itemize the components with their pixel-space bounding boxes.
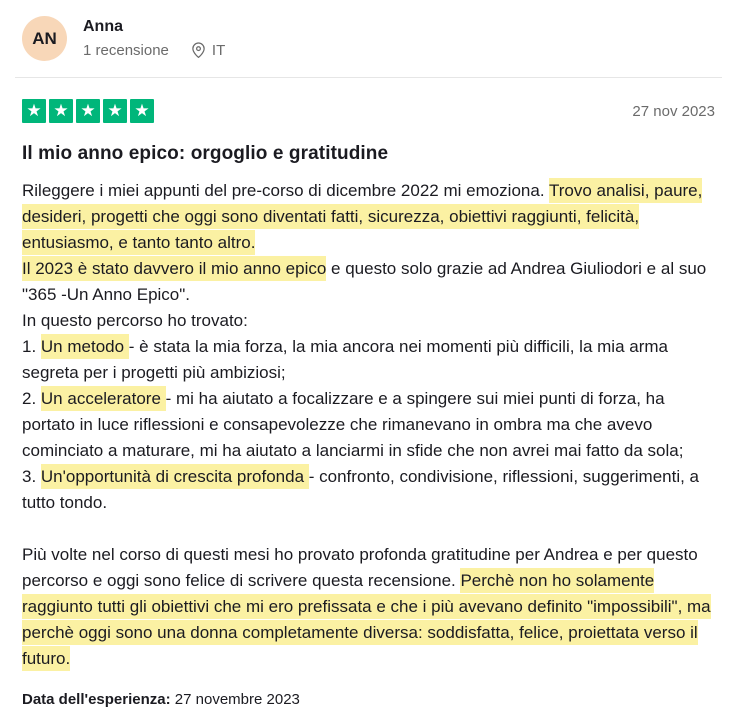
reviewer-review-count: 1 recensione [83, 42, 169, 59]
plain-text: In questo percorso ho trovato: [22, 311, 248, 330]
location-pin-icon [191, 42, 206, 59]
star-icon: ★ [130, 99, 154, 123]
review-paragraph [22, 308, 715, 334]
reviewer-header [22, 16, 715, 61]
star-icon: ★ [103, 99, 127, 123]
highlighted-text: Un acceleratore [41, 386, 166, 411]
reviewer-country: IT [211, 42, 226, 59]
experience-date-value: 27 novembre 2023 [174, 691, 300, 708]
plain-text: Più volte nel corso di questi mesi ho provato profonda gratitudine per Andrea e per questo percorso e oggi sono felice di scrivere questa recensione. [22, 545, 698, 590]
highlighted-text: Perchè non ho solamente raggiunto tutti gli obiettivi che mi ero prefissata e che i più avevano definito "impossibili", ma perchè oggi sono una donna completamente diversa: soddisfatta, felice, proiettata verso il futuro. [22, 568, 711, 671]
review-date: 27 nov 2023 [632, 102, 715, 120]
experience-date-label: Data dell'esperienza: [22, 691, 171, 708]
highlighted-text: Un metodo [41, 334, 129, 359]
reviewer-location [191, 42, 225, 59]
avatar[interactable] [22, 16, 67, 61]
plain-text: Rileggere i miei appunti del pre-corso di dicembre 2022 mi emoziona. [22, 181, 549, 200]
review-head [22, 99, 715, 123]
highlighted-text: Un'opportunità di crescita profonda [41, 464, 309, 489]
star-icon: ★ [49, 99, 73, 123]
reviewer-name[interactable]: Anna [83, 18, 123, 35]
experience-date [22, 691, 715, 708]
review-paragraph [22, 178, 715, 256]
star-rating [22, 99, 154, 123]
plain-text: - confronto, condivisione, riflessioni, suggerimenti, a tutto tondo. [22, 467, 700, 512]
star-icon: ★ [76, 99, 100, 123]
review-paragraph [22, 256, 715, 308]
review-paragraph [22, 386, 715, 464]
divider [15, 77, 722, 78]
plain-text: 2. [22, 389, 41, 408]
highlighted-text: Trovo analisi, paure, desideri, progetti che oggi sono diventati fatti, sicurezza, obiettivi raggiunti, felicità, entusiasmo, e tanto tanto altro. [22, 178, 702, 255]
avatar-initials: AN [32, 28, 57, 48]
review-paragraph [22, 334, 715, 386]
reviewer-info [83, 18, 225, 59]
plain-text: 1. [22, 337, 41, 356]
plain-text: - mi ha aiutato a focalizzare e a spingere sui miei punti di forza, ha portato in luce riflessioni e consapevolezze che rimanevano in ombra ma che avevo cominciato a maturare, mi ha aiutato a lanciarmi in sfide che non avrei mai fatto da sola; [22, 389, 684, 460]
review-paragraph [22, 464, 715, 516]
star-icon: ★ [22, 99, 46, 123]
review-title: Il mio anno epico: orgoglio e gratitudine [22, 143, 389, 164]
plain-text: 3. [22, 467, 41, 486]
plain-text: - è stata la mia forza, la mia ancora nei momenti più difficili, la mia arma segreta per i progetti più ambiziosi; [22, 337, 668, 382]
highlighted-text: Il 2023 è stato davvero il mio anno epico [22, 256, 326, 281]
review-paragraph [22, 542, 715, 672]
review-body [22, 178, 715, 672]
plain-text: e questo solo grazie ad Andrea Giuliodori e al suo "365 -Un Anno Epico". [22, 259, 707, 304]
reviewer-meta [83, 42, 225, 59]
